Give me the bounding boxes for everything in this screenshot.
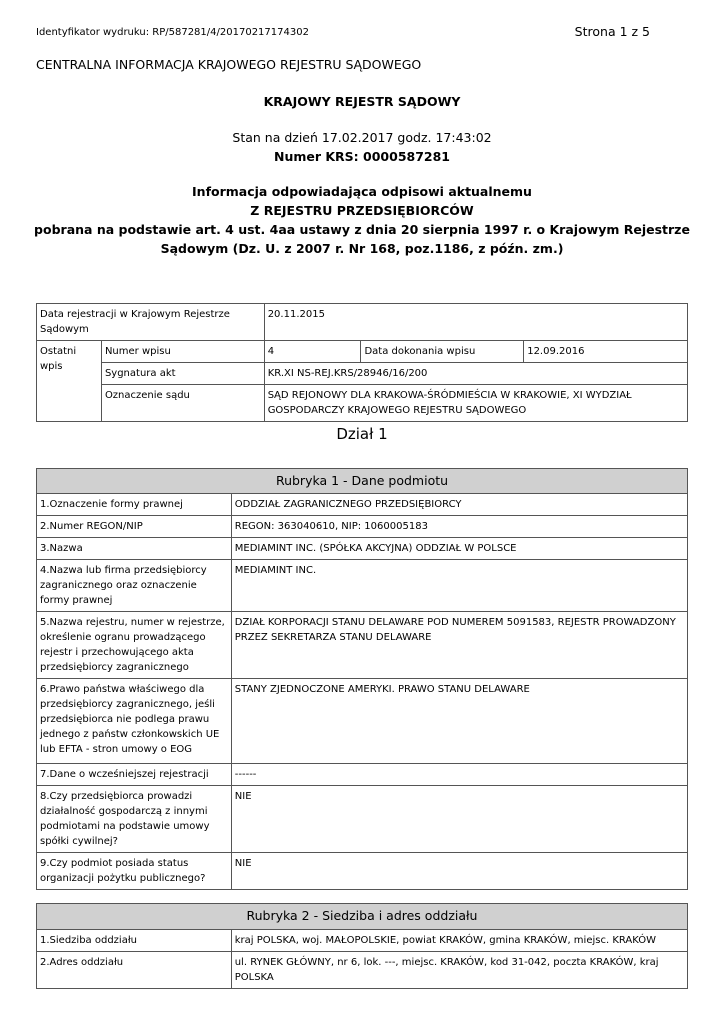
info-line-2: Z REJESTRU PRZEDSIĘBIORCÓW (250, 203, 474, 218)
print-id: Identyfikator wydruku: RP/587281/4/20170217174302 (36, 27, 309, 38)
field-label: 9.Czy podmiot posiada status organizacji pożytku publicznego? (37, 853, 232, 890)
registry-title: KRAJOWY REJESTR SĄDOWY (263, 94, 461, 109)
registration-date-value: 20.11.2015 (264, 304, 687, 341)
table-row (37, 516, 688, 538)
table-row (37, 853, 688, 890)
info-line-4: Sądowym (Dz. U. z 2007 r. Nr 168, poz.1186, z późn. zm.) (160, 241, 564, 256)
court-label: Oznaczenie sądu (101, 385, 264, 422)
field-label: 5.Nazwa rejestru, numer w rejestrze, określenie ogranu prowadzącego rejestr i przechowującego akta przedsiębiorcy zagranicznego (37, 612, 232, 679)
entry-number-label: Numer wpisu (101, 341, 264, 363)
field-value: REGON: 363040610, NIP: 1060005183 (231, 516, 687, 538)
table-row (37, 786, 688, 853)
table-row (37, 679, 688, 764)
entry-date-label: Data dokonania wpisu (361, 341, 524, 363)
field-value: NIE (231, 853, 687, 890)
signature-value: KR.XI NS-REJ.KRS/28946/16/200 (264, 363, 687, 385)
field-value: ------ (231, 764, 687, 786)
state-date: Stan na dzień 17.02.2017 godz. 17:43:02 (232, 130, 492, 145)
page-number: Strona 1 z 5 (574, 24, 650, 39)
field-label: 8.Czy przedsiębiorca prowadzi działalność gospodarczą z innymi podmiotami na podstawie umowy spółki cywilnej? (37, 786, 232, 853)
section-title: Dział 1 (336, 425, 388, 443)
field-label: 2.Adres oddziału (37, 952, 232, 989)
registration-date-label: Data rejestracji w Krajowym Rejestrze Sądowym (37, 304, 265, 341)
table-row (37, 612, 688, 679)
last-entry-label: Ostatni wpis (37, 341, 102, 422)
rubryka-1-title: Rubryka 1 - Dane podmiotu (37, 469, 688, 494)
field-value: MEDIAMINT INC. (231, 560, 687, 612)
field-label: 6.Prawo państwa właściwego dla przedsiębiorcy zagranicznego, jeśli przedsiębiorca nie podlega prawu jednego z państw członkowskich UE lub EFTA - stron umowy o EOG (37, 679, 232, 764)
field-value: DZIAŁ KORPORACJI STANU DELAWARE POD NUMEREM 5091583, REJESTR PROWADZONY PRZEZ SEKRETARZA STANU DELAWARE (231, 612, 687, 679)
field-value: NIE (231, 786, 687, 853)
field-label: 2.Numer REGON/NIP (37, 516, 232, 538)
krs-number: Numer KRS: 0000587281 (273, 149, 451, 164)
table-row (37, 764, 688, 786)
field-value: kraj POLSKA, woj. MAŁOPOLSKIE, powiat KRAKÓW, gmina KRAKÓW, miejsc. KRAKÓW (231, 930, 687, 952)
table-row (37, 560, 688, 612)
table-row (37, 494, 688, 516)
court-value: SĄD REJONOWY DLA KRAKOWA-ŚRÓDMIEŚCIA W KRAKOWIE, XI WYDZIAŁ GOSPODARCZY KRAJOWEGO REJESTRU SĄDOWEGO (264, 385, 687, 422)
table-row (37, 930, 688, 952)
field-label: 3.Nazwa (37, 538, 232, 560)
info-line-3: pobrana na podstawie art. 4 ust. 4aa ustawy z dnia 20 sierpnia 1997 r. o Krajowym Rejestrze (34, 222, 690, 237)
registration-table (36, 303, 688, 422)
field-label: 1.Siedziba oddziału (37, 930, 232, 952)
signature-label: Sygnatura akt (101, 363, 264, 385)
field-value: STANY ZJEDNOCZONE AMERYKI. PRAWO STANU DELAWARE (231, 679, 687, 764)
rubryka-2-title: Rubryka 2 - Siedziba i adres oddziału (37, 904, 688, 930)
field-value: ODDZIAŁ ZAGRANICZNEGO PRZEDSIĘBIORCY (231, 494, 687, 516)
field-value: ul. RYNEK GŁÓWNY, nr 6, lok. ---, miejsc. KRAKÓW, kod 31-042, poczta KRAKÓW, kraj POLSKA (231, 952, 687, 989)
table-row (37, 952, 688, 989)
rubryka-2-table (36, 903, 688, 989)
entry-number-value: 4 (264, 341, 361, 363)
entry-date-value: 12.09.2016 (524, 341, 688, 363)
field-label: 7.Dane o wcześniejszej rejestracji (37, 764, 232, 786)
field-label: 4.Nazwa lub firma przedsiębiorcy zagranicznego oraz oznaczenie formy prawnej (37, 560, 232, 612)
field-label: 1.Oznaczenie formy prawnej (37, 494, 232, 516)
info-line-1: Informacja odpowiadająca odpisowi aktualnemu (192, 184, 532, 199)
system-title: CENTRALNA INFORMACJA KRAJOWEGO REJESTRU SĄDOWEGO (36, 57, 422, 72)
rubryka-1-table (36, 468, 688, 890)
table-row (37, 538, 688, 560)
field-value: MEDIAMINT INC. (SPÓŁKA AKCYJNA) ODDZIAŁ W POLSCE (231, 538, 687, 560)
